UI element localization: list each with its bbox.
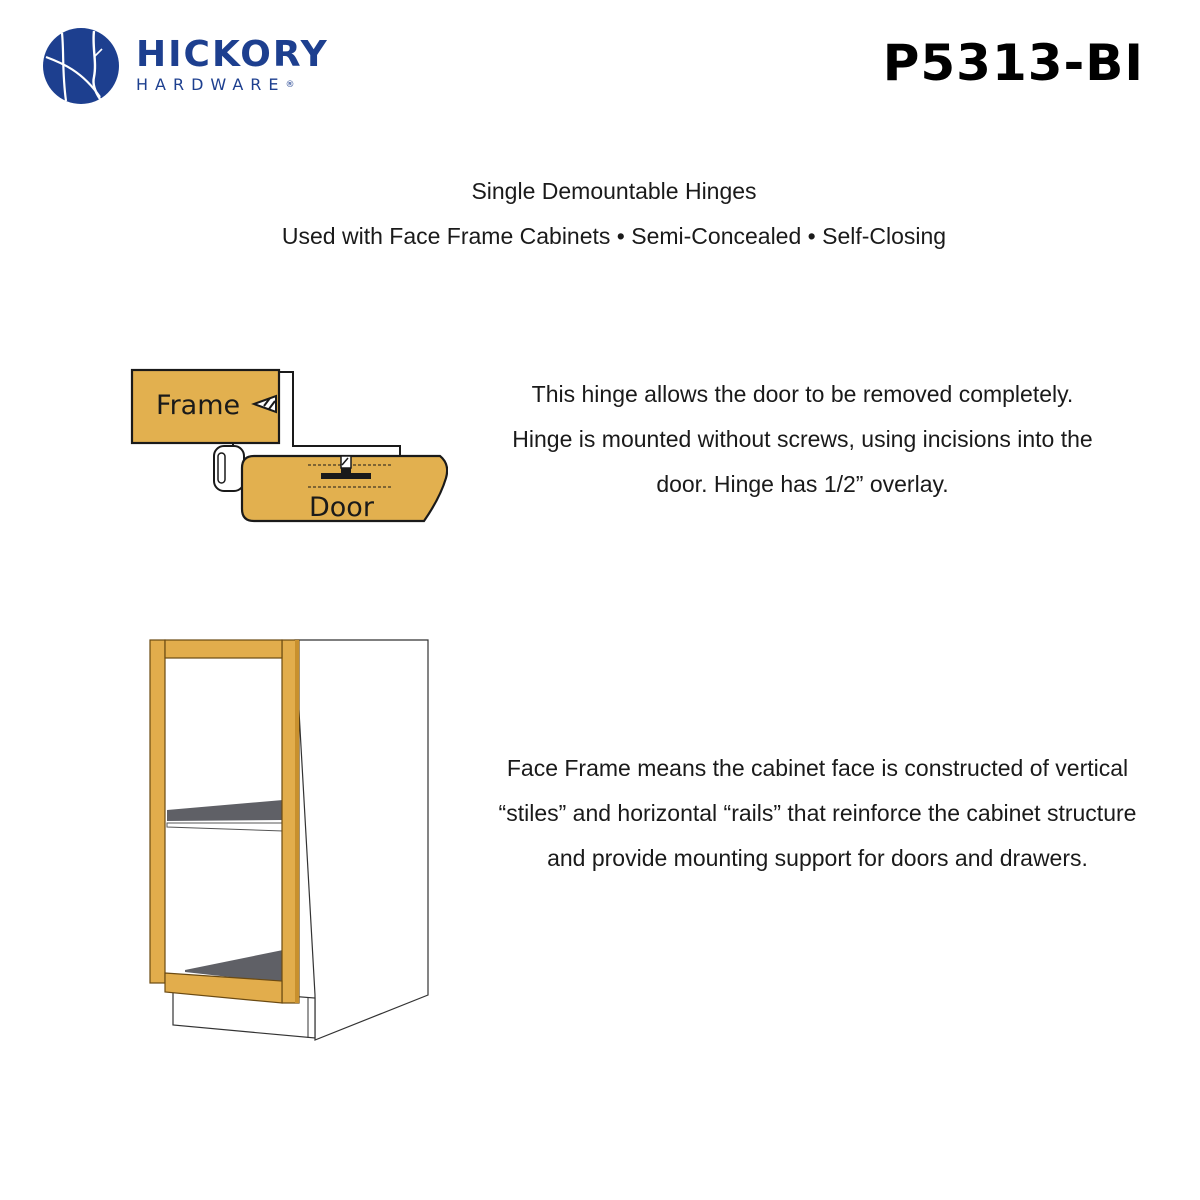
registered-mark: ®: [285, 80, 295, 90]
brand-name: HICKORY: [136, 34, 329, 75]
door-label: Door: [309, 492, 374, 523]
left-stile: [150, 640, 165, 983]
product-features: Used with Face Frame Cabinets • Semi-Concealed • Self-Closing: [281, 223, 947, 249]
brand-logo: [42, 27, 329, 105]
hinge-mounting-diagram: [128, 366, 448, 528]
face-frame-description: Face Frame means the cabinet face is constructed of vertical “stiles” and horizontal “rails” that reinforce the cabinet structure and provide mounting support for doors and drawers.: [498, 755, 1137, 871]
frame-label: Frame: [156, 390, 241, 421]
cabinet-side-panel: [295, 640, 428, 1040]
face-frame-cabinet-diagram: [145, 635, 435, 1045]
product-title: Single Demountable Hinges: [471, 178, 757, 204]
product-sku: P5313-BI: [882, 34, 1144, 92]
top-rail: [165, 640, 282, 658]
brand-subname: HARDWARE: [136, 75, 286, 94]
hinge-description: This hinge allows the door to be removed completely. Hinge is mounted without screws, using incisions into the door. Hinge has 1/2” overlay.: [512, 381, 1093, 497]
upper-shelf: [167, 800, 283, 821]
hickory-branch-logo-icon: [42, 27, 120, 105]
